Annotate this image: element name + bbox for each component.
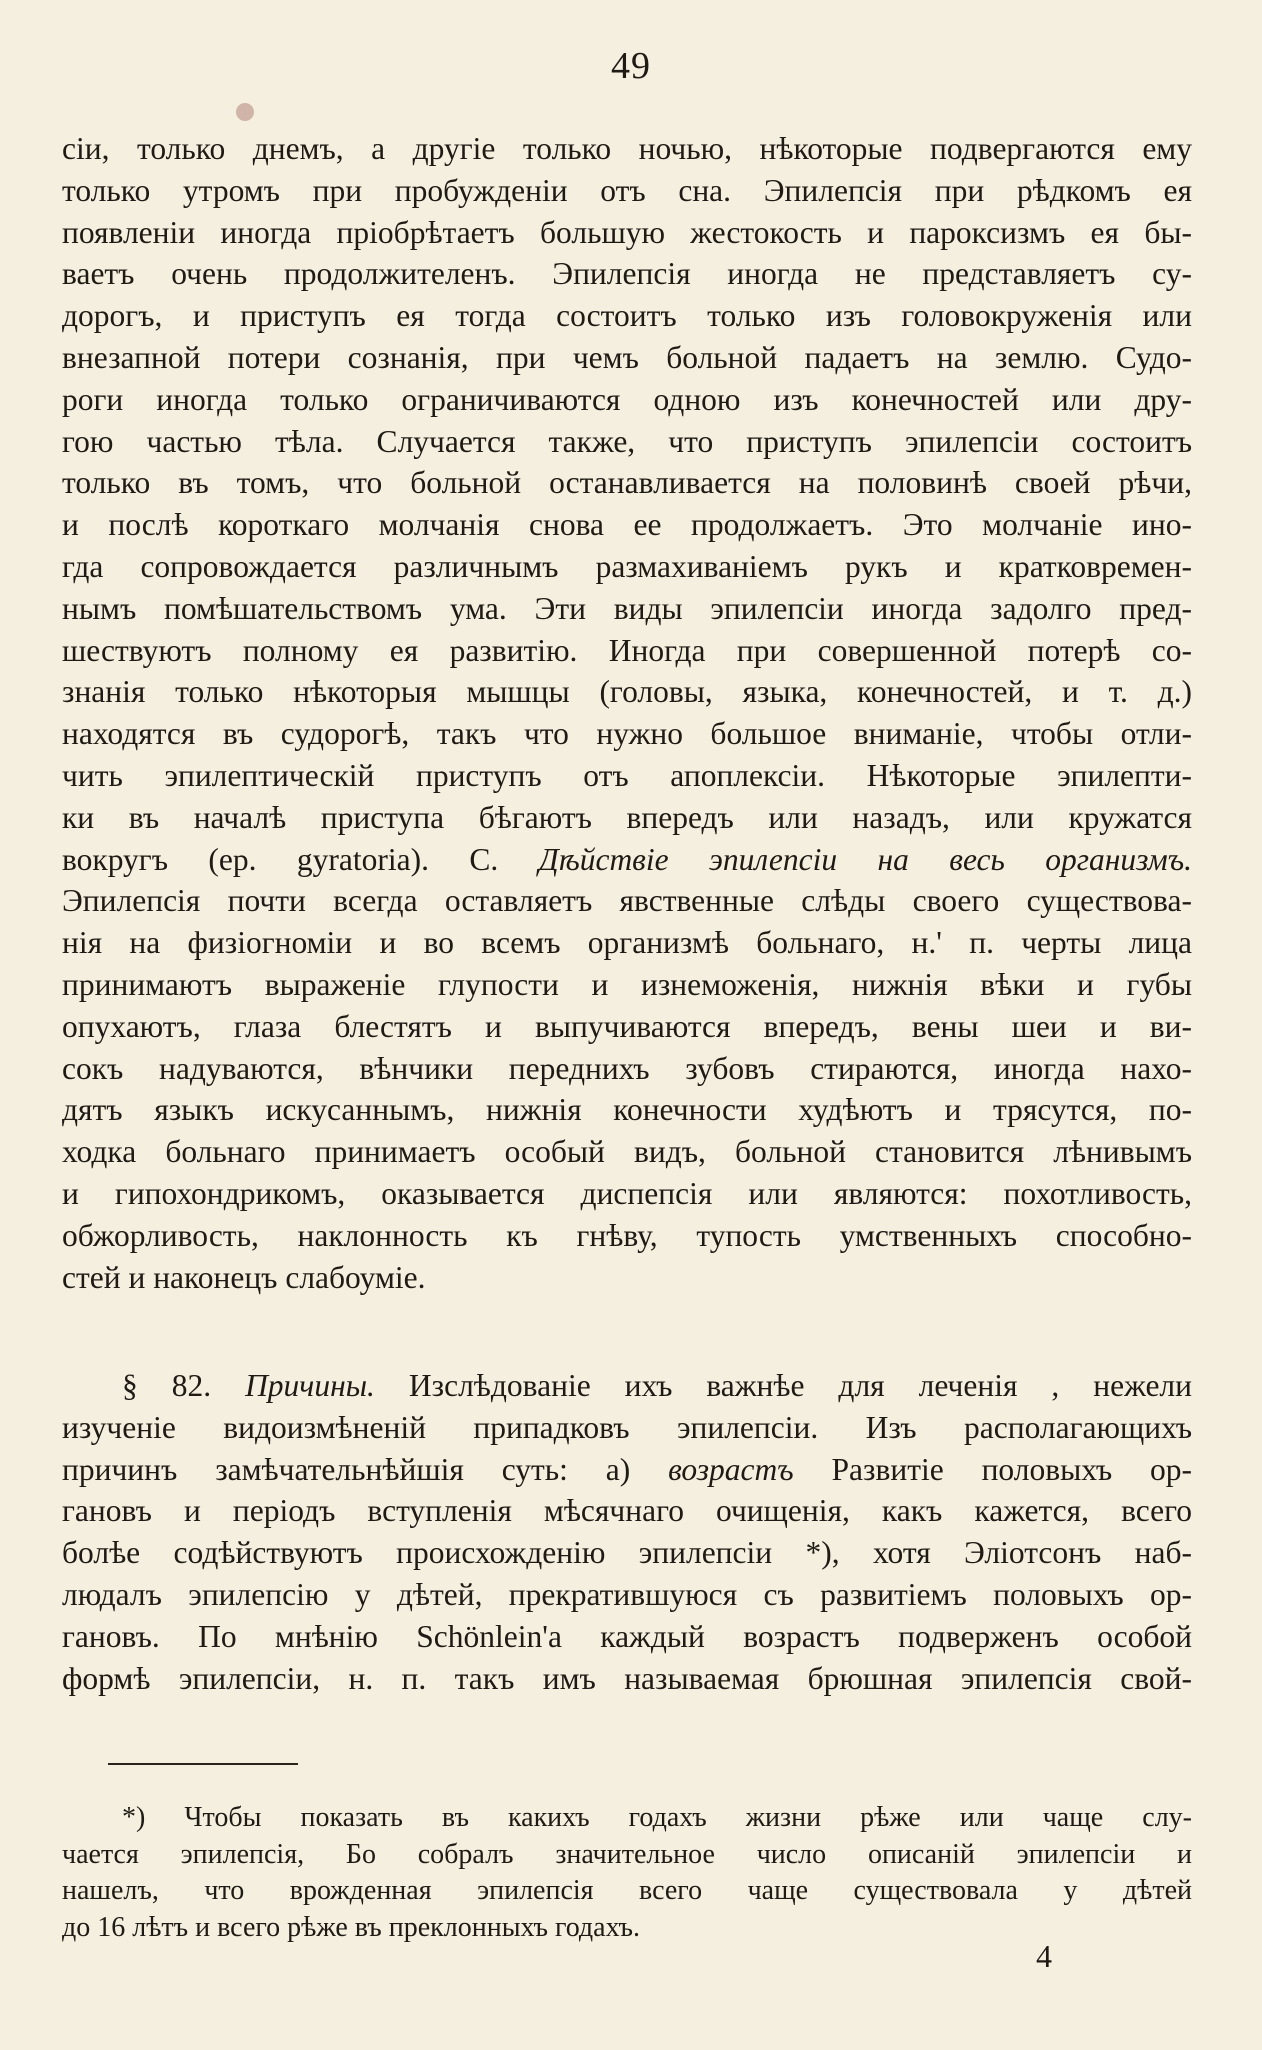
- text-line: дорогъ, и приступъ ея тогда состоитъ только изъ головокруженія или: [62, 298, 1192, 334]
- text-line: ваетъ очень продолжителенъ. Эпилепсія иногда не представляетъ су-: [62, 256, 1192, 292]
- text-line: изученіе видоизмѣненій припадковъ эпилепсіи. Изъ располагающихъ: [62, 1409, 1192, 1445]
- section-heading-line: [62, 1365, 1192, 1407]
- text-line-with-emphasis: [62, 1449, 1192, 1491]
- text-line: и послѣ короткаго молчанія снова ее продолжаетъ. Это молчаніе ино-: [62, 507, 1192, 543]
- text-line: ходка больнаго принимаетъ особый видъ, больной становится лѣнивымъ: [62, 1134, 1192, 1170]
- text-line: сіи, только днемъ, а другіе только ночью, нѣкоторые подвергаются ему: [62, 131, 1192, 166]
- text-line: принимаютъ выраженіе глупости и изнеможенія, нижнія вѣки и губы: [62, 966, 1192, 1002]
- text-line: стей и наконецъ слабоуміе.: [62, 1259, 426, 1295]
- text-line: шествуютъ полному ея развитію. Иногда при совершенной потерѣ со-: [62, 632, 1192, 668]
- text-segment: Изслѣдованіе ихъ важнѣе для леченія , нежели: [408, 1368, 1193, 1403]
- footnote-line: до 16 лѣтъ и всего рѣже въ преклонныхъ годахъ.: [62, 1911, 641, 1943]
- text-line: Эпилепсія почти всегда оставляетъ явственные слѣды своего существова-: [62, 883, 1192, 919]
- text-line: сокъ надуваются, вѣнчики переднихъ зубовъ стираются, иногда нахо-: [62, 1050, 1192, 1086]
- footnote-line: чается эпилепсія, Бо собралъ значительное число описаній эпилепсіи и: [62, 1838, 1192, 1870]
- text-line: роги иногда только ограничиваются одною изъ конечностей или дру-: [62, 381, 1192, 417]
- text-line: людалъ эпилепсію у дѣтей, прекратившуюся съ развитіемъ половыхъ ор-: [62, 1576, 1192, 1612]
- text-line: болѣе содѣйствуютъ происхожденію эпилепсіи *), хотя Эліотсонъ наб-: [62, 1535, 1192, 1571]
- main-paragraph: [62, 128, 1192, 1298]
- text-segment: причинъ замѣчательнѣйшія суть: а): [62, 1451, 631, 1487]
- text-line: чить эпилептическій приступъ отъ апоплексіи. Нѣкоторые эпилепти-: [62, 757, 1192, 793]
- text-line: опухаютъ, глаза блестятъ и выпучиваются впередъ, вены шеи и ви-: [62, 1008, 1192, 1044]
- text-line: только въ томъ, что больной останавливается на половинѣ своей рѣчи,: [62, 465, 1192, 501]
- text-line: гою частью тѣла. Случается также, что приступъ эпилепсіи состоитъ: [62, 423, 1192, 459]
- text-line: внезапной потери сознанія, при чемъ больной падаетъ на землю. Судо-: [62, 339, 1192, 375]
- section-title: Причины.: [245, 1368, 375, 1403]
- text-line: только утромъ при пробужденіи отъ сна. Эпилепсія при рѣдкомъ ея: [62, 172, 1192, 208]
- emphasis-age: возрастъ: [668, 1451, 794, 1487]
- text-line: нымъ помѣшательствомъ ума. Эти виды эпилепсіи иногда задолго пред-: [62, 590, 1192, 626]
- footnote: [62, 1800, 1192, 1946]
- text-line: формѣ эпилепсіи, н. п. такъ имъ называемая брюшная эпилепсія свой-: [62, 1660, 1192, 1696]
- section-sign: § 82.: [122, 1368, 212, 1403]
- text-line-with-subheading: [62, 839, 1192, 881]
- page-number: 49: [611, 45, 651, 87]
- text-line: гановъ и періодъ вступленія мѣсячнаго очищенія, какъ кажется, всего: [62, 1493, 1192, 1529]
- text-segment: вокругъ (ep. gyratoria). C.: [62, 841, 499, 877]
- footnote-line: нашелъ, что врожденная эпилепсія всего чаще существовала у дѣтей: [62, 1875, 1192, 1906]
- text-line: ки въ началѣ приступа бѣгаютъ впередъ или назадъ, или кружатся: [62, 799, 1192, 835]
- text-segment: Развитіе половыхъ ор-: [831, 1451, 1192, 1487]
- text-line: гановъ. По мнѣнію Schönlein'a каждый возрастъ подверженъ особой: [62, 1618, 1192, 1654]
- text-line: гда сопровождается различнымъ размахиваніемъ рукъ и кратковремен-: [62, 548, 1192, 584]
- subheading-effects: Дѣйствіе эпилепсіи на весь организмъ.: [538, 841, 1192, 877]
- footnote-line: *) Чтобы показать въ какихъ годахъ жизни рѣже или чаще слу-: [122, 1802, 1192, 1833]
- text-line: появленіи иногда пріобрѣтаетъ большую жестокость и пароксизмъ ея бы-: [62, 214, 1192, 250]
- section-82: [62, 1365, 1192, 1699]
- ink-stain: [236, 103, 254, 121]
- text-line: и гипохондрикомъ, оказывается диспепсія или являются: похотливость,: [62, 1175, 1192, 1211]
- printer-signature-mark: 4: [1036, 1938, 1052, 1974]
- text-line: дятъ языкъ искусаннымъ, нижнія конечности худѣютъ и трясутся, по-: [62, 1092, 1192, 1128]
- text-line: знанія только нѣкоторыя мышцы (головы, языка, конечностей, и т. д.): [62, 674, 1192, 710]
- footnote-divider: [108, 1763, 298, 1765]
- text-line: находятся въ судорогѣ, такъ что нужно большое вниманіе, чтобы отли-: [62, 716, 1192, 752]
- text-line: нія на физіогноміи и во всемъ организмѣ больнаго, н.' п. черты лица: [62, 925, 1192, 961]
- text-line: обжорливость, наклонность къ гнѣву, тупость умственныхъ способно-: [62, 1217, 1192, 1253]
